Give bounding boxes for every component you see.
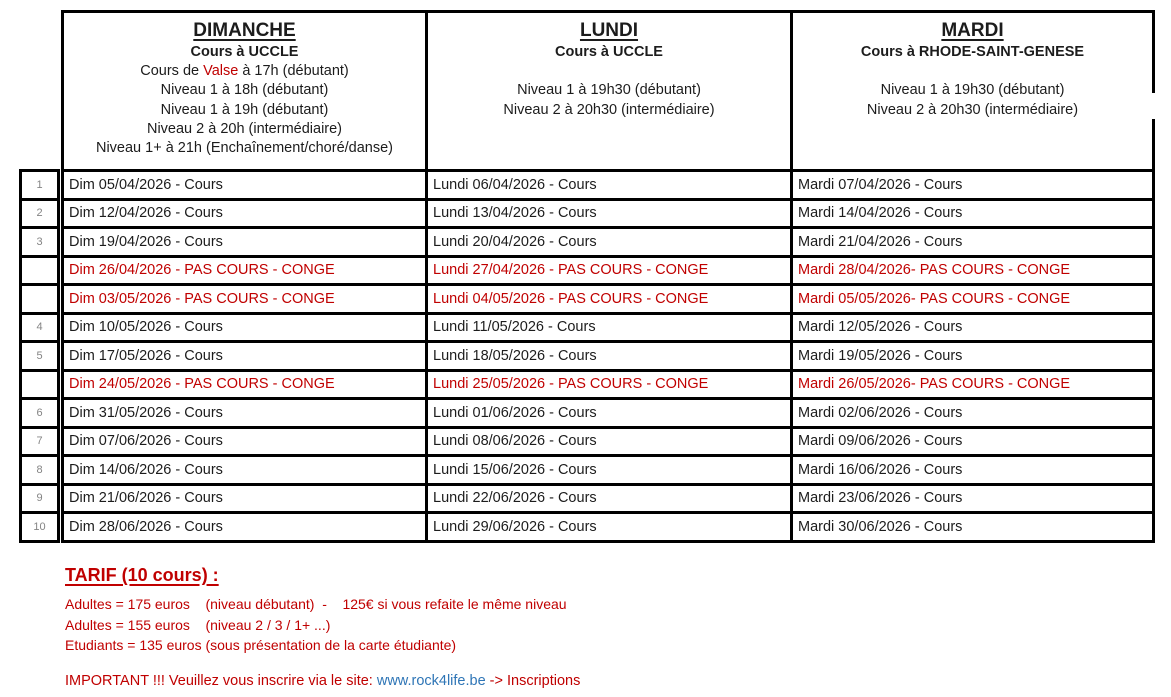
cell-lundi: Lundi 13/04/2026 - Cours xyxy=(425,198,793,230)
cell-dimanche: Dim 21/06/2026 - Cours xyxy=(61,483,428,515)
cell-dimanche: Dim 14/06/2026 - Cours xyxy=(61,454,428,486)
border-gap-artifact xyxy=(1148,93,1164,119)
cell-lundi: Lundi 25/05/2026 - PAS COURS - CONGE xyxy=(425,369,793,401)
day-subtitle-dimanche: Cours à UCCLE xyxy=(190,44,299,60)
cell-dimanche: Dim 19/04/2026 - Cours xyxy=(61,226,428,258)
table-row xyxy=(19,198,1155,230)
cell-dimanche: Dim 10/05/2026 - Cours xyxy=(61,312,428,344)
tarif-section xyxy=(65,565,567,656)
valse-line-prefix: Cours de xyxy=(140,63,204,80)
row-number-cell xyxy=(19,340,60,372)
header-schedule-line: Niveau 2 à 20h30 (intermédiaire) xyxy=(503,101,715,118)
table-row xyxy=(19,369,1155,401)
header-cell-lundi xyxy=(425,10,793,172)
day-subtitle-lundi: Cours à UCCLE xyxy=(555,44,663,60)
table-row xyxy=(19,483,1155,515)
row-number-cell xyxy=(19,226,60,258)
cell-lundi: Lundi 08/06/2026 - Cours xyxy=(425,426,793,458)
cell-mardi: Mardi 23/06/2026 - Cours xyxy=(790,483,1155,515)
table-row xyxy=(19,226,1155,258)
cell-mardi: Mardi 02/06/2026 - Cours xyxy=(790,397,1155,429)
row-number-cell xyxy=(19,198,60,230)
header-cell-mardi xyxy=(790,10,1155,172)
schedule-header xyxy=(61,10,1155,172)
cell-dimanche: Dim 12/04/2026 - Cours xyxy=(61,198,428,230)
valse-highlight: Valse xyxy=(203,63,239,80)
header-schedule-line: Niveau 1 à 18h (débutant) xyxy=(160,82,329,99)
table-row xyxy=(19,283,1155,315)
cell-lundi: Lundi 01/06/2026 - Cours xyxy=(425,397,793,429)
day-subtitle-mardi: Cours à RHODE-SAINT-GENESE xyxy=(860,44,1085,60)
header-schedule-line xyxy=(428,62,790,81)
schedule-rows xyxy=(19,169,1155,543)
cell-dimanche: Dim 24/05/2026 - PAS COURS - CONGE xyxy=(61,369,428,401)
header-schedule-line: Niveau 2 à 20h (intermédiaire) xyxy=(146,120,343,137)
row-number: 4 xyxy=(36,321,43,334)
header-cell-dimanche xyxy=(61,10,428,172)
header-schedule-line: Niveau 1 à 19h (débutant) xyxy=(160,101,329,118)
cell-lundi: Lundi 27/04/2026 - PAS COURS - CONGE xyxy=(425,255,793,287)
cell-mardi: Mardi 21/04/2026 - Cours xyxy=(790,226,1155,258)
cell-mardi: Mardi 28/04/2026- PAS COURS - CONGE xyxy=(790,255,1155,287)
day-title-lundi: LUNDI xyxy=(579,20,639,41)
cell-mardi: Mardi 19/05/2026 - Cours xyxy=(790,340,1155,372)
important-suffix: -> Inscriptions xyxy=(485,673,581,689)
row-number-cell xyxy=(19,397,60,429)
header-schedule-line xyxy=(793,62,1152,81)
row-number-cell xyxy=(19,426,60,458)
cell-dimanche: Dim 03/05/2026 - PAS COURS - CONGE xyxy=(61,283,428,315)
important-prefix: IMPORTANT !!! Veuillez vous inscrire via le site: xyxy=(65,673,377,689)
cell-lundi: Lundi 20/04/2026 - Cours xyxy=(425,226,793,258)
table-row xyxy=(19,454,1155,486)
row-number: 10 xyxy=(33,520,46,533)
row-number: 1 xyxy=(36,178,43,191)
day-title-dimanche: DIMANCHE xyxy=(193,20,296,41)
cell-mardi: Mardi 12/05/2026 - Cours xyxy=(790,312,1155,344)
cell-lundi: Lundi 15/06/2026 - Cours xyxy=(425,454,793,486)
row-number-cell xyxy=(19,255,60,287)
tarif-line-adultes-niveau2: Adultes = 155 euros (niveau 2 / 3 / 1+ ...) xyxy=(65,616,331,633)
lundi-schedule-lines xyxy=(428,62,790,120)
cell-lundi: Lundi 06/04/2026 - Cours xyxy=(425,169,793,201)
row-number-cell xyxy=(19,169,60,201)
cell-lundi: Lundi 22/06/2026 - Cours xyxy=(425,483,793,515)
row-number: 7 xyxy=(36,435,43,448)
cell-lundi: Lundi 04/05/2026 - PAS COURS - CONGE xyxy=(425,283,793,315)
row-number: 6 xyxy=(36,406,43,419)
cell-mardi: Mardi 05/05/2026- PAS COURS - CONGE xyxy=(790,283,1155,315)
table-row xyxy=(19,511,1155,543)
cell-mardi: Mardi 16/06/2026 - Cours xyxy=(790,454,1155,486)
cell-dimanche: Dim 28/06/2026 - Cours xyxy=(61,511,428,543)
cell-dimanche: Dim 31/05/2026 - Cours xyxy=(61,397,428,429)
cell-lundi: Lundi 18/05/2026 - Cours xyxy=(425,340,793,372)
row-number: 3 xyxy=(36,235,43,248)
row-number-cell xyxy=(19,312,60,344)
table-row xyxy=(19,255,1155,287)
valse-line xyxy=(64,62,425,81)
valse-line-suffix: à 17h (débutant) xyxy=(238,63,349,80)
row-number-cell xyxy=(19,483,60,515)
row-number-cell xyxy=(19,369,60,401)
important-note xyxy=(65,673,580,689)
row-number: 9 xyxy=(36,492,43,505)
header-schedule-line: Niveau 1 à 19h30 (débutant) xyxy=(880,82,1065,99)
cell-dimanche: Dim 07/06/2026 - Cours xyxy=(61,426,428,458)
tarif-heading: TARIF (10 cours) : xyxy=(65,565,219,585)
row-number-cell xyxy=(19,511,60,543)
website-link[interactable]: www.rock4life.be xyxy=(376,673,486,689)
tarif-line-adultes-debutant: Adultes = 175 euros (niveau débutant) - 125€ si vous refaite le même niveau xyxy=(65,596,567,612)
table-row xyxy=(19,397,1155,429)
row-number-cell xyxy=(19,454,60,486)
dimanche-schedule-lines xyxy=(64,81,425,158)
row-number: 5 xyxy=(36,349,43,362)
cell-dimanche: Dim 17/05/2026 - Cours xyxy=(61,340,428,372)
row-number: 8 xyxy=(36,463,43,476)
cell-mardi: Mardi 30/06/2026 - Cours xyxy=(790,511,1155,543)
row-number-cell xyxy=(19,283,60,315)
table-row xyxy=(19,169,1155,201)
cell-mardi: Mardi 09/06/2026 - Cours xyxy=(790,426,1155,458)
tarif-line-etudiants: Etudiants = 135 euros (sous présentation de la carte étudiante) xyxy=(65,637,457,653)
table-row xyxy=(19,340,1155,372)
cell-dimanche: Dim 26/04/2026 - PAS COURS - CONGE xyxy=(61,255,428,287)
cell-mardi: Mardi 14/04/2026 - Cours xyxy=(790,198,1155,230)
header-schedule-line: Niveau 1 à 19h30 (débutant) xyxy=(517,82,701,99)
row-number: 2 xyxy=(36,207,43,220)
day-title-mardi: MARDI xyxy=(941,20,1004,41)
table-row xyxy=(19,426,1155,458)
header-schedule-line: Niveau 2 à 20h30 (intermédiaire) xyxy=(866,101,1079,118)
cell-lundi: Lundi 29/06/2026 - Cours xyxy=(425,511,793,543)
cell-dimanche: Dim 05/04/2026 - Cours xyxy=(61,169,428,201)
header-schedule-line: Niveau 1+ à 21h (Enchaînement/choré/danse) xyxy=(95,140,394,157)
cell-mardi: Mardi 26/05/2026- PAS COURS - CONGE xyxy=(790,369,1155,401)
cell-lundi: Lundi 11/05/2026 - Cours xyxy=(425,312,793,344)
mardi-schedule-lines xyxy=(793,62,1152,120)
table-row xyxy=(19,312,1155,344)
cell-mardi: Mardi 07/04/2026 - Cours xyxy=(790,169,1155,201)
